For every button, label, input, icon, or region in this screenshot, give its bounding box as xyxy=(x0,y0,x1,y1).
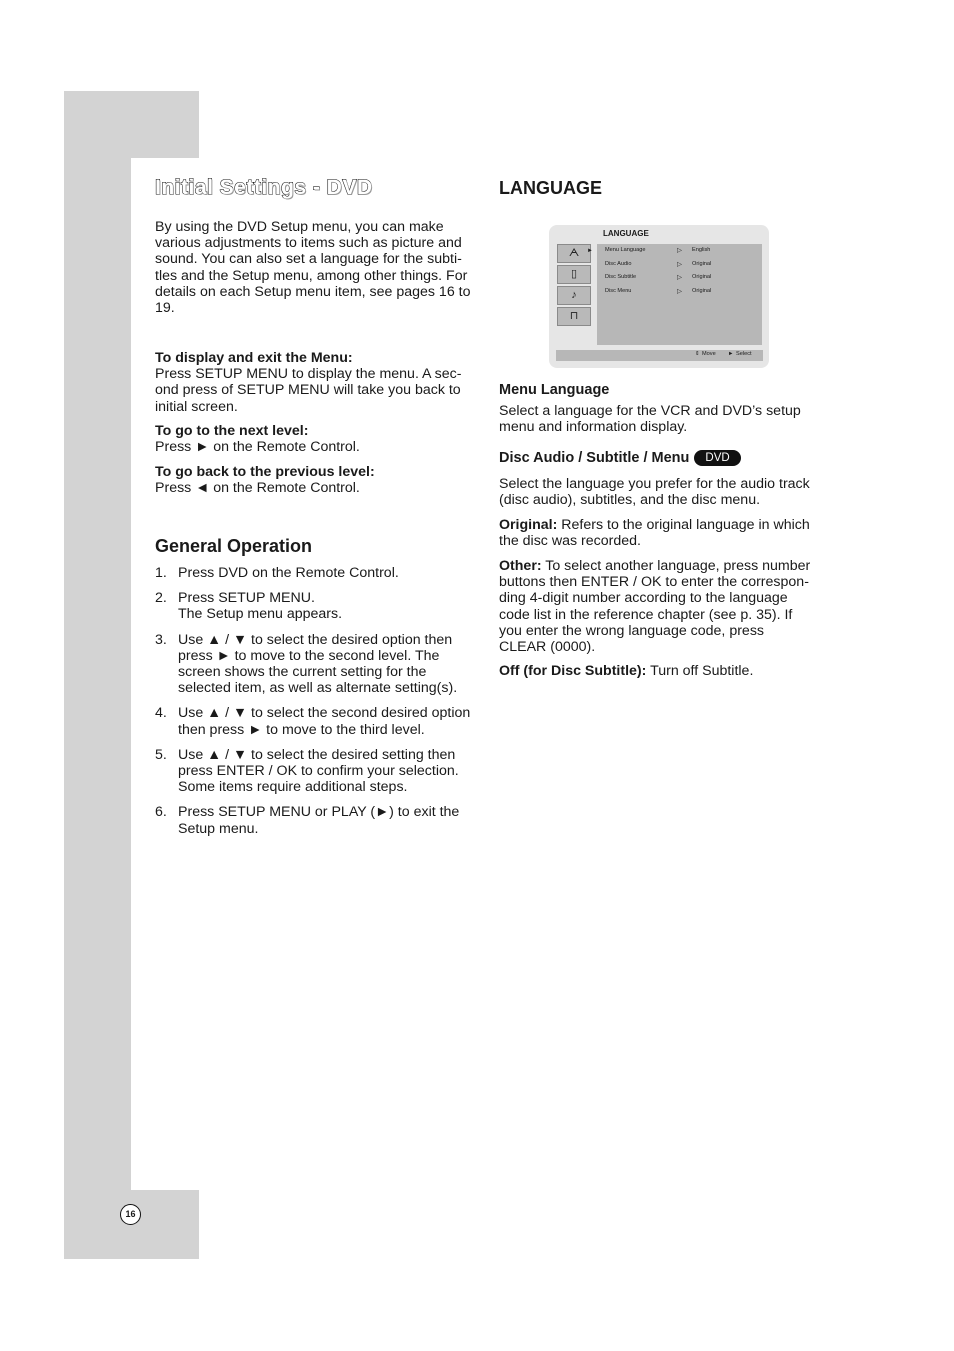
screen-settings-panel xyxy=(597,244,762,345)
display-menu-line: ond press of SETUP MENU will take you back to xyxy=(155,382,461,399)
intro-line: 19. xyxy=(155,300,175,317)
language-heading: LANGUAGE xyxy=(499,178,602,198)
description-line: the disc was recorded. xyxy=(499,533,641,550)
screen-row xyxy=(597,272,762,285)
description-line: you enter the wrong language code, press xyxy=(499,622,765,639)
step-item xyxy=(155,565,480,581)
general-operation-steps xyxy=(155,565,480,846)
screen-row xyxy=(597,259,762,272)
step-item xyxy=(155,590,480,622)
disc-audio-heading xyxy=(499,450,741,466)
screen-row-label: Disc Menu xyxy=(605,288,632,294)
step-line: Press SETUP MENU. xyxy=(178,590,315,607)
step-number: 6. xyxy=(155,804,167,821)
footer-select-label: Select xyxy=(736,351,752,357)
screen-row-value: Original xyxy=(692,261,712,267)
screen-row-label: Disc Audio xyxy=(605,261,632,267)
intro-line: various adjustments to items such as picture and xyxy=(155,235,462,252)
selection-arrow-icon: ► xyxy=(587,248,593,254)
screen-footer-bar xyxy=(556,350,763,361)
previous-level-heading: To go back to the previous level: xyxy=(155,464,375,480)
margin-tab-top xyxy=(64,91,199,158)
screen-row-value: Original xyxy=(692,274,712,280)
description-line: menu and information display. xyxy=(499,419,688,436)
description-line: code list in the reference chapter (see p. 35). If xyxy=(499,606,793,623)
up-down-icon: ⇕ xyxy=(695,351,700,357)
intro-line: By using the DVD Setup menu, you can make xyxy=(155,219,444,235)
step-line: press ENTER / OK to confirm your selection. xyxy=(178,763,459,780)
off-option-description xyxy=(499,663,824,679)
previous-level-text: Press ◄ on the Remote Control. xyxy=(155,480,360,497)
audio-icon: ♪ xyxy=(557,286,591,305)
step-line: Use ▲ / ▼ to select the second desired option xyxy=(178,705,471,722)
step-number: 2. xyxy=(155,590,167,607)
description-line: Select a language for the VCR and DVD’s setup xyxy=(499,403,801,419)
step-item xyxy=(155,705,480,737)
next-level-heading: To go to the next level: xyxy=(155,423,309,439)
display-menu-line: initial screen. xyxy=(155,398,238,415)
intro-line: details on each Setup menu item, see pages 16 to xyxy=(155,283,471,300)
step-line: Use ▲ / ▼ to select the desired setting then xyxy=(178,746,456,763)
off-term: Off (for Disc Subtitle): xyxy=(499,663,647,679)
intro-line: tles and the Setup menu, among other things. For xyxy=(155,267,468,284)
dvd-badge: DVD xyxy=(694,450,740,466)
step-item xyxy=(155,632,480,697)
intro-paragraph xyxy=(155,219,480,316)
step-line: Setup menu. xyxy=(178,820,259,837)
intro-line: sound. You can also set a language for the subti- xyxy=(155,251,462,268)
description-line: (disc audio), subtitles, and the disc menu. xyxy=(499,492,761,509)
general-operation-heading: General Operation xyxy=(155,536,313,556)
right-arrow-icon: ► xyxy=(728,351,734,357)
display-menu-heading: To display and exit the Menu: xyxy=(155,350,353,366)
step-number: 3. xyxy=(155,631,167,648)
step-line: Some items require additional steps. xyxy=(178,779,408,796)
menu-language-heading: Menu Language xyxy=(499,382,610,398)
next-level-text: Press ► on the Remote Control. xyxy=(155,439,360,456)
display-menu-line: Press SETUP MENU to display the menu. A sec- xyxy=(155,366,462,383)
other-term: Other: xyxy=(499,558,542,574)
description-line: ding 4-digit number according to the language xyxy=(499,590,788,607)
step-number: 5. xyxy=(155,746,167,763)
setup-menu-screen xyxy=(549,225,769,368)
language-icon: ᗅ xyxy=(557,244,591,263)
screen-row xyxy=(597,245,762,258)
disc-audio-description xyxy=(499,476,824,508)
description-line: To select another language, press number xyxy=(541,558,811,574)
description-line: Select the language you prefer for the audio track xyxy=(499,476,810,492)
screen-title: LANGUAGE xyxy=(603,229,649,238)
step-line: The Setup menu appears. xyxy=(178,606,343,623)
play-triangle-icon: ▷ xyxy=(677,288,682,295)
play-triangle-icon: ▷ xyxy=(677,247,682,254)
description-line: Refers to the original language in which xyxy=(557,517,810,533)
page-number: 16 xyxy=(120,1204,141,1225)
menu-language-description xyxy=(499,403,824,435)
screen-row-value: English xyxy=(692,247,711,253)
description-line: Turn off Subtitle. xyxy=(646,663,754,679)
step-item xyxy=(155,747,480,796)
next-level-block xyxy=(155,423,480,455)
lock-icon: ⊓ xyxy=(557,307,591,326)
display-menu-block xyxy=(155,350,480,415)
step-number: 4. xyxy=(155,705,167,722)
screen-row-label: Menu Language xyxy=(605,247,646,253)
step-line: Use ▲ / ▼ to select the desired option then xyxy=(178,631,453,648)
screen-row xyxy=(597,286,762,299)
screen-row-label: Disc Subtitle xyxy=(605,274,637,280)
play-triangle-icon: ▷ xyxy=(677,274,682,281)
step-line: Press SETUP MENU or PLAY (►) to exit the xyxy=(178,804,460,821)
play-triangle-icon: ▷ xyxy=(677,261,682,268)
step-line: then press ► to move to the third level. xyxy=(178,721,425,738)
disc-audio-heading-text: Disc Audio / Subtitle / Menu xyxy=(499,450,690,466)
other-option-description xyxy=(499,558,824,655)
page-title: Initial Settings - DVD xyxy=(155,176,373,199)
step-line: press ► to move to the second level. The xyxy=(178,647,440,664)
description-line: CLEAR (0000). xyxy=(499,639,596,656)
step-line: screen shows the current setting for the xyxy=(178,664,427,681)
step-line: selected item, as well as alternate setting(s). xyxy=(178,680,458,697)
step-item xyxy=(155,804,480,836)
screen-row-value: Original xyxy=(692,288,712,294)
margin-strip xyxy=(64,158,131,1190)
footer-move-label: Move xyxy=(702,351,716,357)
display-icon: ▯ xyxy=(557,265,591,284)
step-line: Press DVD on the Remote Control. xyxy=(178,565,399,581)
original-term: Original: xyxy=(499,517,558,533)
step-number: 1. xyxy=(155,565,167,581)
description-line: buttons then ENTER / OK to enter the correspon- xyxy=(499,574,809,591)
previous-level-block xyxy=(155,464,480,496)
original-option-description xyxy=(499,517,824,549)
